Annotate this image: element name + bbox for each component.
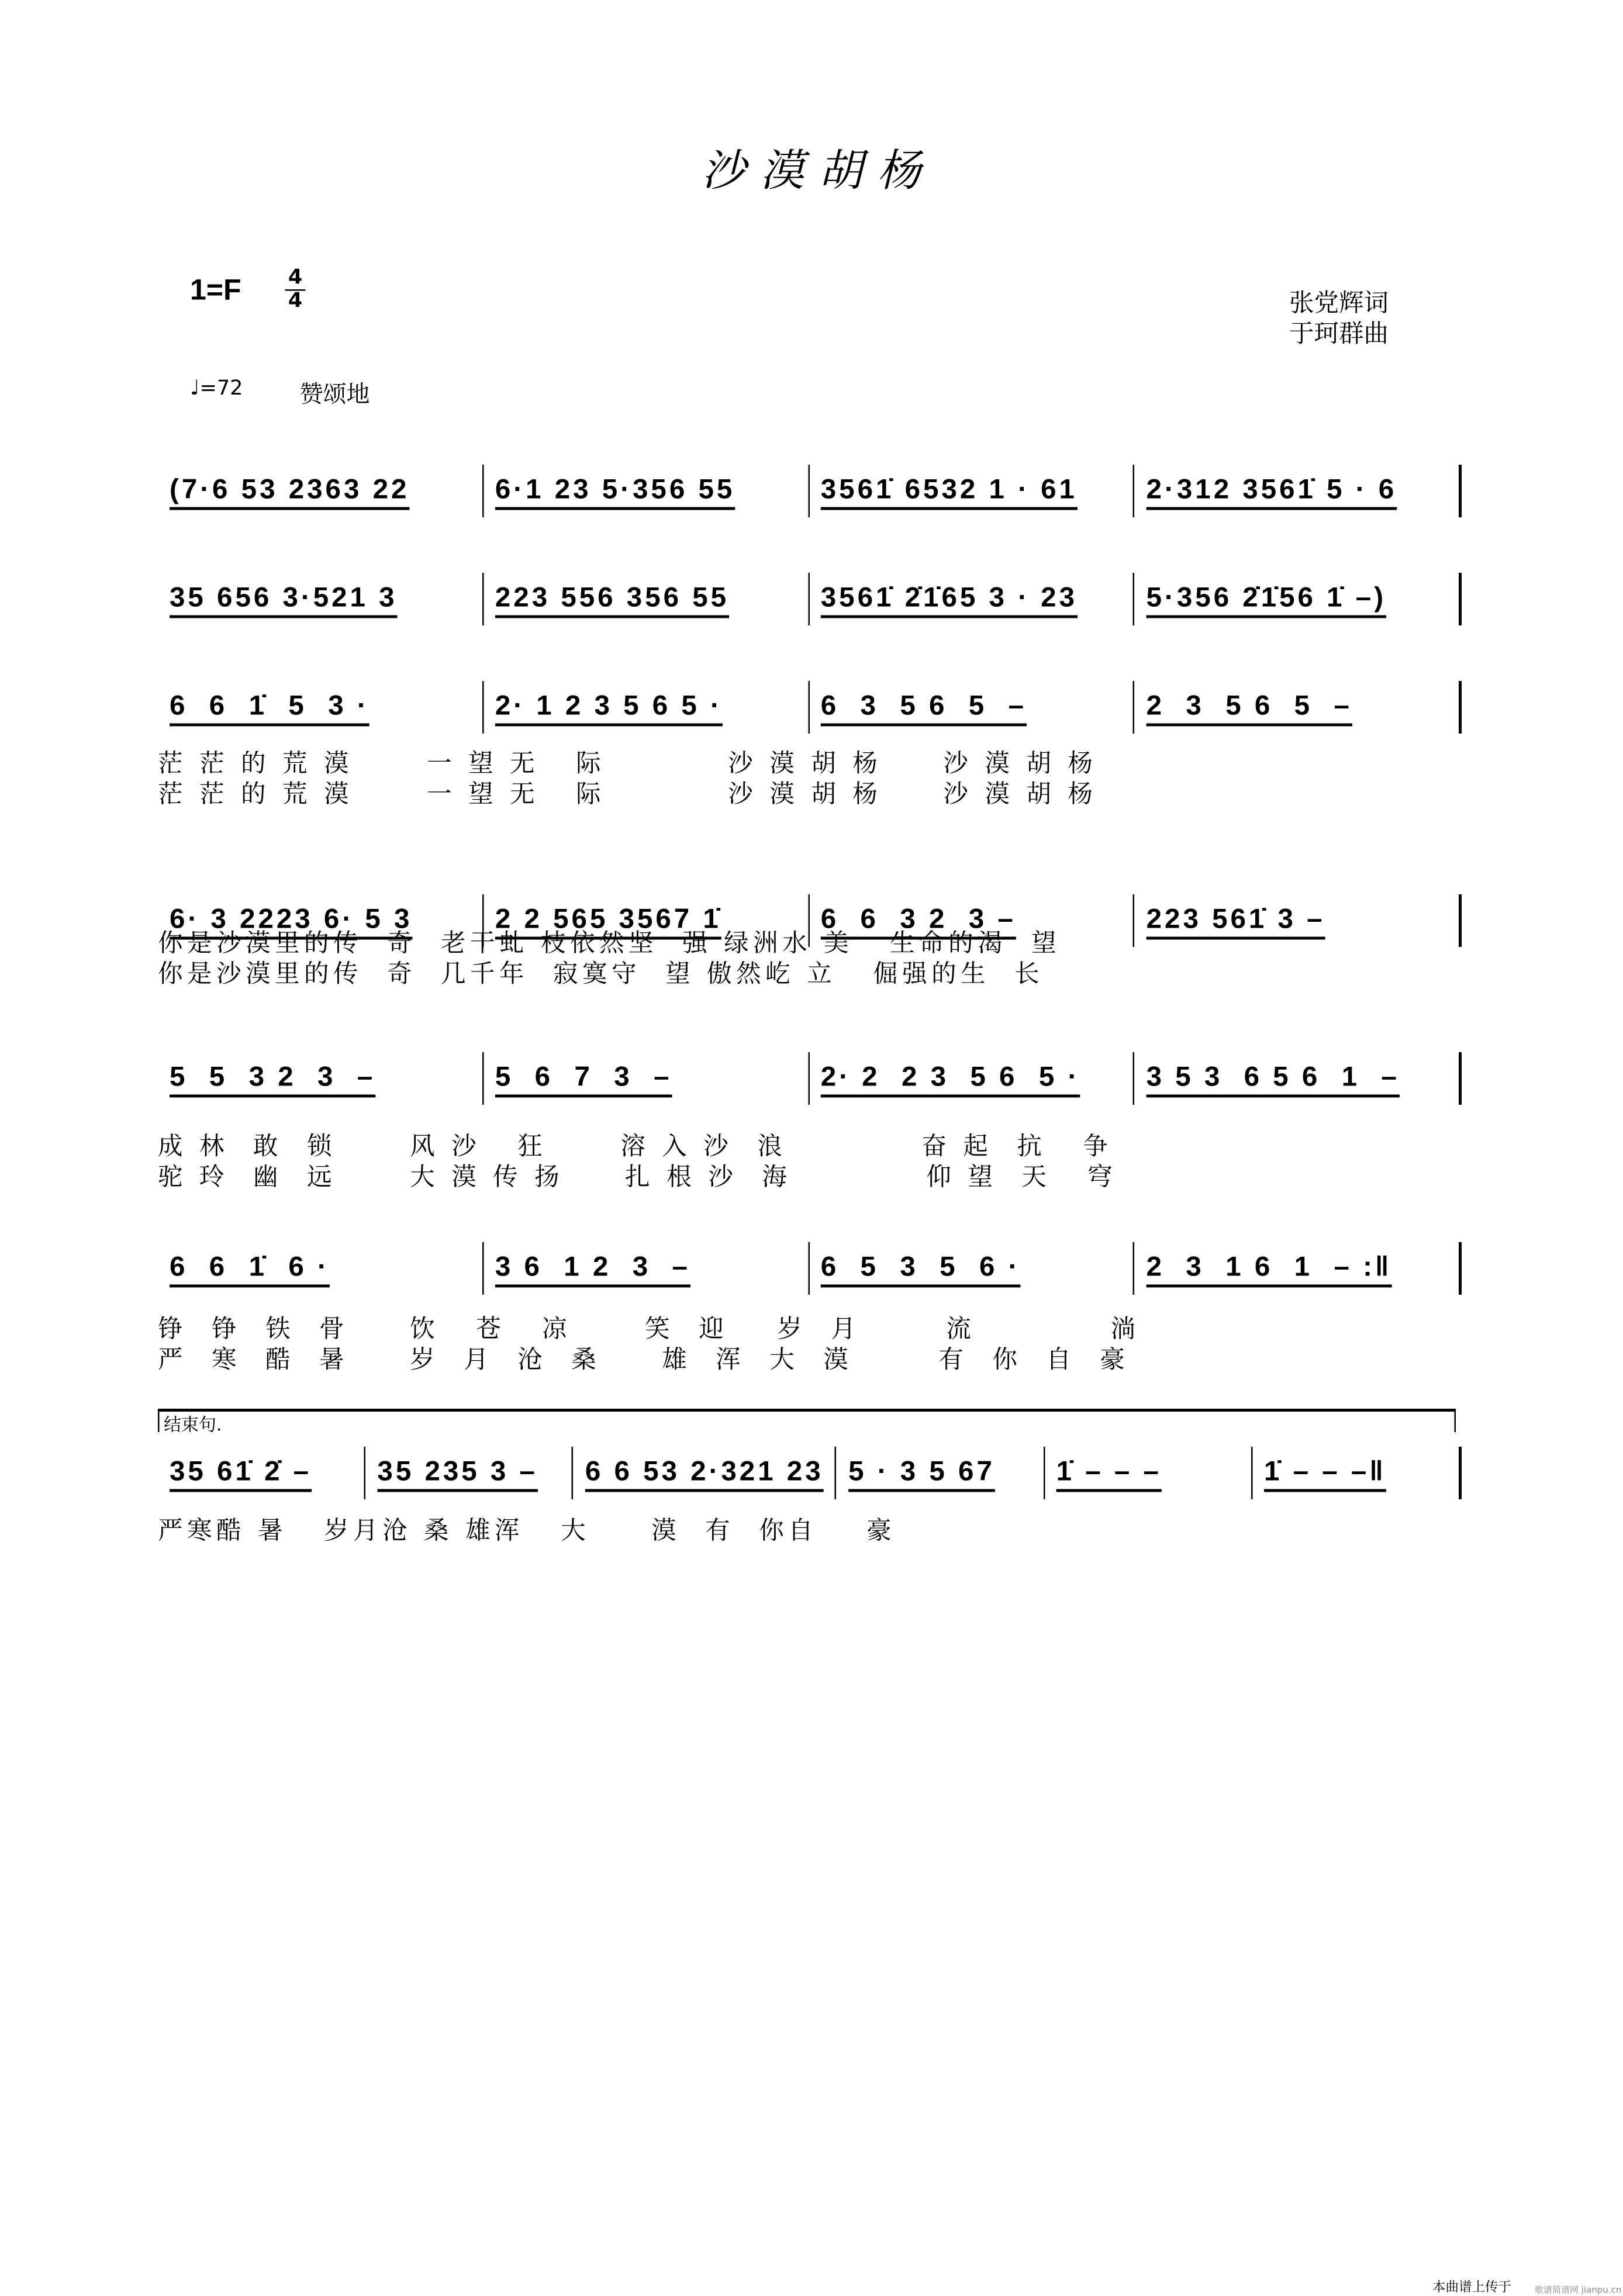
measure: 35 235 3 – (365, 1447, 573, 1499)
measure: 5 6 7 3 – (484, 1052, 809, 1105)
measure: 6 6 3 2 3 – (809, 894, 1135, 947)
lyric-line: 茫 茫 的 荒 漠 一 望 无 际 沙 漠 胡 杨 沙 漠 胡 杨 (158, 749, 1097, 779)
measure: 223 561̇ 3 – (1135, 894, 1462, 947)
time-signature (285, 268, 306, 313)
measure: 2·312 3561̇ 5 · 6 (1135, 465, 1462, 517)
measure: 3 6 1 2 3 – (484, 1242, 809, 1295)
score-row (158, 1052, 1462, 1105)
ending-label: 结束句. (164, 1415, 222, 1435)
lyric-line: 铮 铮 铁 骨 饮 苍 凉 笑 迎 岁 月 流 淌 (158, 1315, 1140, 1344)
score-row (158, 465, 1462, 517)
upload-footer: 本曲谱上传于 (1432, 2281, 1512, 2296)
key-signature: 1=F (190, 275, 241, 307)
measure: 1̇ – – – (1045, 1447, 1252, 1499)
measure: 223 556 356 55 (484, 573, 809, 625)
measure: 3 5 3 6 5 6 1 – (1135, 1052, 1462, 1105)
time-top: 4 (288, 266, 303, 289)
measure: 3561̇ 6532 1 · 61 (809, 465, 1135, 517)
measure: 1̇ – – –‖ (1252, 1447, 1462, 1499)
song-title: 沙漠胡杨 (702, 146, 935, 198)
measure: 5 · 3 5 67 (837, 1447, 1044, 1499)
measure: 6· 3 2223 6· 5 3 (158, 894, 484, 947)
lyric-line: 你是沙漠里的传 奇 老干虬 枝依然坚 强 绿洲水 美 生命的渴 望 (158, 929, 1061, 959)
measure: 35 656 3·521 3 (158, 573, 484, 625)
measure: 2 2 565 3567 1̇ (484, 894, 809, 947)
measure: 2 3 5 6 5 – (1135, 681, 1462, 734)
measure: 35 61̇ 2̇ – (158, 1447, 365, 1499)
measure: 3561̇ 2̇1̇65 3 · 23 (809, 573, 1135, 625)
measure: 6 3 5 6 5 – (809, 681, 1135, 734)
score-row (158, 573, 1462, 625)
measure: 6·1 23 5·356 55 (484, 465, 809, 517)
measure: (7·6 53 2363 22 (158, 465, 484, 517)
measure: 2 3 1 6 1 – :‖ (1135, 1242, 1462, 1295)
tempo-marking: ♩=72 (190, 377, 243, 400)
measure: 6 5 3 5 6 · (809, 1242, 1135, 1295)
lyric-line: 茫 茫 的 荒 漠 一 望 无 际 沙 漠 胡 杨 沙 漠 胡 杨 (158, 780, 1097, 810)
composer: 于珂群曲 (1289, 320, 1389, 350)
measure: 5 5 3 2 3 – (158, 1052, 484, 1105)
watermark: 歌谱简谱网 jianpu.cn (1535, 2285, 1622, 2296)
score-row (158, 1447, 1462, 1499)
measure: 2· 1 2 3 5 6 5 · (484, 681, 809, 734)
measure: 6 6 53 2·321 23 (574, 1447, 837, 1499)
measure: 6 6 1̇ 6 · (158, 1242, 484, 1295)
measure: 5·356 2̇1̇56 1̇ –) (1135, 573, 1462, 625)
lyricist: 张党辉词 (1289, 289, 1389, 319)
lyric-line: 成 林 敢 锁 风 沙 狂 溶 入 沙 浪 奋 起 抗 争 (158, 1132, 1113, 1162)
lyric-line: 你是沙漠里的传 奇 几千年 寂寞守 望 傲然屹 立 倔强的生 长 (158, 960, 1044, 990)
score-row (158, 681, 1462, 734)
lyric-line: 严寒酷 暑 岁月沧 桑 雄浑 大 漠 有 你自 豪 (158, 1517, 896, 1546)
score-row (158, 1242, 1462, 1295)
measure: 2· 2 2 3 5 6 5 · (809, 1052, 1135, 1105)
expression-marking: 赞颂地 (299, 380, 370, 408)
time-bottom: 4 (285, 289, 306, 313)
ending-bracket (158, 1409, 1456, 1432)
measure: 6 6 1̇ 5 3 · (158, 681, 484, 734)
lyric-line: 驼 玲 幽 远 大 漠 传 扬 扎 根 沙 海 仰 望 天 穹 (158, 1163, 1117, 1192)
lyric-line: 严 寒 酷 暑 岁 月 沧 桑 雄 浑 大 漠 有 你 自 豪 (158, 1346, 1130, 1375)
